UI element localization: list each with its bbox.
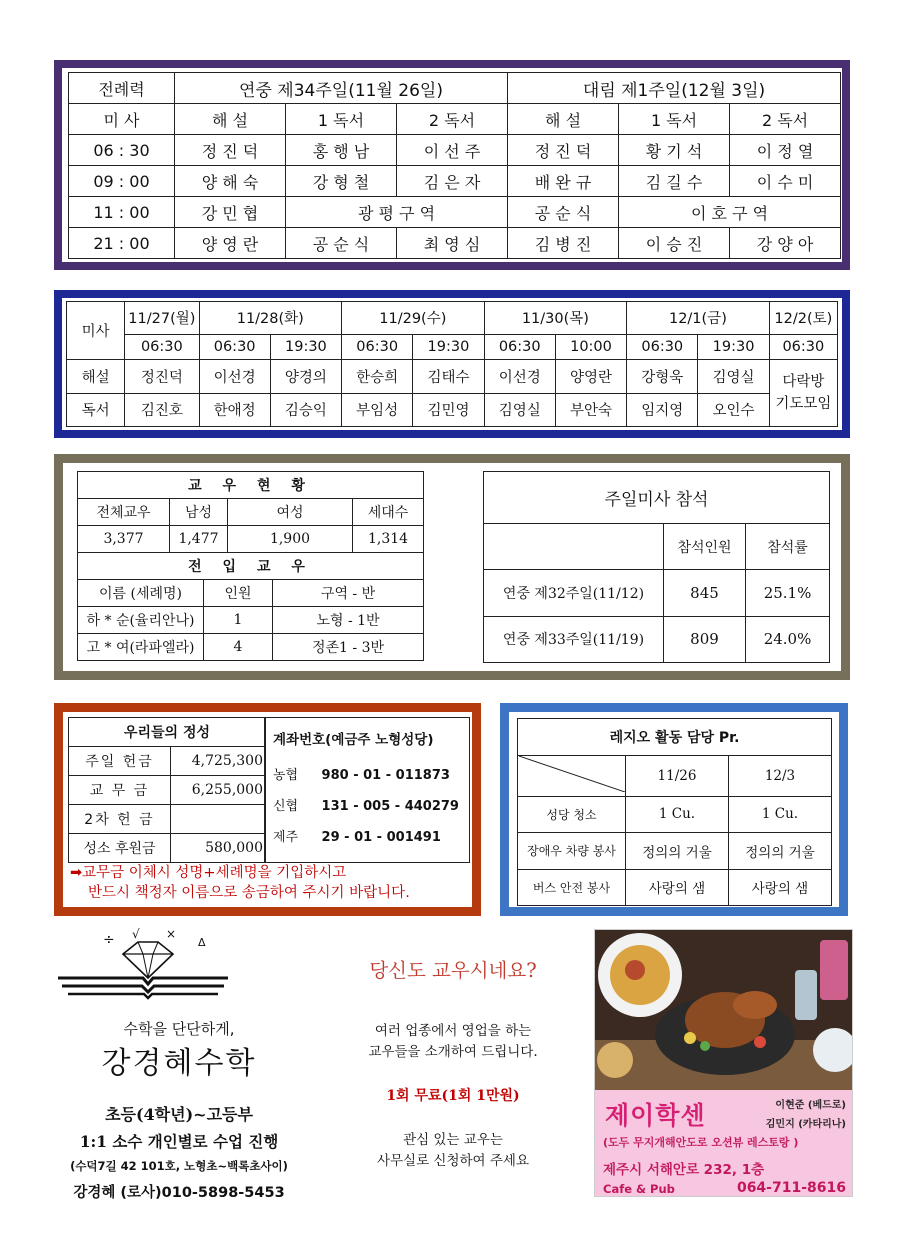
- stat-header: 전체교우: [78, 499, 170, 526]
- attendance-corner: [484, 524, 664, 570]
- transfer-count: 4: [204, 634, 273, 661]
- diamond-book-logo-icon: [48, 926, 238, 1004]
- account-number: 980 - 01 - 011873: [321, 768, 450, 783]
- restaurant-address: 제주시 서해안로 232, 1층: [603, 1162, 765, 1178]
- day-label: 11/29(수): [342, 302, 485, 335]
- math-address: (수덕7길 42 101호, 노형초~백록초사이): [70, 1159, 288, 1173]
- mass-time: 21 : 00: [69, 228, 175, 259]
- account-row: [273, 826, 461, 845]
- commentary-person: 한승희: [342, 360, 413, 393]
- owner-2: 김민지 (카타리나): [765, 1119, 846, 1130]
- transfer-zone: 정존1 - 3반: [273, 634, 424, 661]
- legio-corner: [518, 755, 626, 796]
- stat-value: 1,314: [353, 526, 424, 553]
- role-person: 김 은 자: [397, 166, 508, 197]
- role-person: 배 완 규: [508, 166, 619, 197]
- legio-assignee: 1 Cu.: [729, 796, 832, 833]
- offering-label: 성소 후원금: [69, 834, 171, 863]
- stat-header: 세대수: [353, 499, 424, 526]
- reading-person: 부안숙: [555, 393, 626, 427]
- promo-price: 1회 무료(1회 1만원): [386, 1088, 520, 1104]
- offering-label: 2차 헌 금: [69, 805, 171, 834]
- mass-time: 06:30: [342, 334, 413, 359]
- role-person: 양 영 란: [175, 228, 286, 259]
- role-person: 정 진 덕: [175, 135, 286, 166]
- mass-time: 09 : 00: [69, 166, 175, 197]
- restaurant-description: (도두 무지개해안도로 오션뷰 레스토랑 ): [603, 1136, 799, 1149]
- table-row: [69, 834, 266, 863]
- account-row: [273, 795, 461, 814]
- table-row: [67, 393, 838, 427]
- transfer-title: 전 입 교 우: [78, 553, 424, 580]
- legio-table: [517, 718, 832, 906]
- promo-intro: [322, 1021, 584, 1063]
- note-line1: ➡교무금 이체시 성명+세례명을 기입하시고: [70, 865, 347, 881]
- table-row: [69, 747, 266, 776]
- parish-stats-inner: [63, 463, 841, 671]
- mass-time: 19:30: [413, 334, 484, 359]
- role-commentary: 해 설: [175, 104, 286, 135]
- attendance-col: 참석인원: [664, 524, 746, 570]
- promo-headline: 당신도 교우시네요?: [369, 959, 537, 982]
- table-row: [69, 197, 841, 228]
- role-person: 공 순 식: [508, 197, 619, 228]
- offering-value: 580,000: [171, 834, 266, 863]
- role-person: 최 영 심: [397, 228, 508, 259]
- math-academy-ad: [40, 926, 320, 1206]
- commentary-person: 강형욱: [627, 360, 698, 393]
- mass-time: 19:30: [270, 334, 341, 359]
- table-row: [78, 607, 424, 634]
- role-reading1: 1 독서: [619, 104, 730, 135]
- sunday-liturgy-frame: [54, 60, 850, 270]
- svg-text:×: ×: [166, 927, 177, 941]
- table-row: [69, 166, 841, 197]
- restaurant-ad: [594, 929, 853, 1197]
- role-person: 이 수 미: [730, 166, 841, 197]
- stat-value: 1,900: [228, 526, 353, 553]
- account-bank: 제주: [273, 830, 299, 845]
- weekday-mass-frame: [54, 290, 850, 438]
- table-row: [518, 833, 832, 870]
- week1-title: 연중 제34주일(11월 26일): [175, 73, 508, 104]
- parish-stats-frame: [54, 454, 850, 680]
- account-row: [273, 764, 461, 783]
- legio-assignee: 사랑의 샘: [729, 869, 832, 906]
- table-row: [484, 616, 830, 663]
- transfer-header: 이름 (세례명): [78, 580, 204, 607]
- table-row: [518, 869, 832, 906]
- day-label: 12/1(금): [627, 302, 770, 335]
- account-box: [264, 717, 470, 863]
- note-line2: 반드시 책정자 이름으로 송금하여 주시기 바랍니다.: [88, 885, 410, 901]
- math-tagline: 수학을 단단하게,: [123, 1020, 235, 1038]
- offering-frame: [54, 703, 481, 916]
- legio-task: 장애우 차량 봉사: [518, 833, 626, 870]
- mass-label: 미 사: [69, 104, 175, 135]
- table-row: [67, 360, 838, 393]
- role-person: 강 형 철: [286, 166, 397, 197]
- reading-person: 김진호: [125, 393, 199, 427]
- owner-1: 이현준 (베드로): [775, 1100, 846, 1111]
- weekday-mass-label: 미사: [67, 302, 125, 360]
- table-row: [78, 634, 424, 661]
- commentary-person: 김태수: [413, 360, 484, 393]
- offering-title: 우리들의 정성: [69, 718, 266, 747]
- account-number: 131 - 005 - 440279: [321, 799, 459, 814]
- saturday-note-1: 다락방: [782, 374, 825, 391]
- owner-names: [766, 1096, 846, 1134]
- attendance-rate: 24.0%: [746, 616, 830, 663]
- offering-value: 4,725,300: [171, 747, 266, 776]
- legio-task: 버스 안전 봉사: [518, 869, 626, 906]
- svg-text:÷: ÷: [103, 932, 115, 948]
- mass-time: 06:30: [199, 334, 270, 359]
- reading-person: 김민영: [413, 393, 484, 427]
- mass-time: 10:00: [555, 334, 626, 359]
- attendance-count: 809: [664, 616, 746, 663]
- restaurant-kind: Cafe & Pub: [603, 1182, 675, 1196]
- stat-header: 여성: [228, 499, 353, 526]
- reading-person: 김영실: [484, 393, 555, 427]
- svg-text:Δ: Δ: [198, 936, 206, 949]
- promo-line2: 교우들을 소개하여 드립니다.: [368, 1044, 538, 1060]
- commentary-person: 이선경: [484, 360, 555, 393]
- transfer-header: 구역 - 반: [273, 580, 424, 607]
- mass-time: 06:30: [484, 334, 555, 359]
- week2-title: 대림 제1주일(12월 3일): [508, 73, 841, 104]
- math-grades: 초등(4학년)~고등부: [105, 1105, 253, 1124]
- restaurant-name: 제이학센: [605, 1101, 706, 1130]
- table-row: [484, 570, 830, 617]
- diagonal-line-icon: [519, 756, 625, 792]
- transfer-zone: 노형 - 1반: [273, 607, 424, 634]
- saturday-note: [769, 360, 837, 427]
- reading-label: 독서: [67, 393, 125, 427]
- role-person: 이 선 주: [397, 135, 508, 166]
- legio-frame: [500, 703, 848, 916]
- commentary-person: 김영실: [698, 360, 769, 393]
- role-person: 이 정 열: [730, 135, 841, 166]
- day-label: 12/2(토): [769, 302, 837, 335]
- math-name: 강경혜수학: [101, 1046, 257, 1081]
- legio-title: 레지오 활동 담당 Pr.: [518, 719, 832, 756]
- reading-person: 부임성: [342, 393, 413, 427]
- mass-time: 06:30: [769, 334, 837, 359]
- table-row: [69, 805, 266, 834]
- promo-line3: 관심 있는 교우는: [403, 1132, 503, 1148]
- role-zone: 이 호 구 역: [619, 197, 841, 228]
- role-person: 김 병 진: [508, 228, 619, 259]
- account-number: 29 - 01 - 001491: [321, 830, 441, 845]
- table-row: [69, 776, 266, 805]
- legio-date: 12/3: [729, 755, 832, 796]
- legio-task: 성당 청소: [518, 796, 626, 833]
- reading-person: 김승익: [270, 393, 341, 427]
- role-person: 황 기 석: [619, 135, 730, 166]
- offering-inner: [63, 712, 472, 907]
- offering-table: [68, 717, 266, 863]
- commentary-person: 양경의: [270, 360, 341, 393]
- day-label: 11/30(목): [484, 302, 627, 335]
- commentary-person: 이선경: [199, 360, 270, 393]
- role-person: 공 순 식: [286, 228, 397, 259]
- table-row: [69, 135, 841, 166]
- table-row: [518, 796, 832, 833]
- commentary-person: 양영란: [555, 360, 626, 393]
- commentary-label: 해설: [67, 360, 125, 393]
- mass-time: 11 : 00: [69, 197, 175, 228]
- promo-line4: 사무실로 신청하여 주세요: [376, 1153, 530, 1169]
- attendance-title: 주일미사 참석: [484, 472, 830, 524]
- role-commentary: 해 설: [508, 104, 619, 135]
- role-zone: 광 평 구 역: [286, 197, 508, 228]
- attendance-count: 845: [664, 570, 746, 617]
- transfer-count: 1: [204, 607, 273, 634]
- attendance-table: [483, 471, 830, 663]
- legio-date: 11/26: [626, 755, 729, 796]
- legio-assignee: 1 Cu.: [626, 796, 729, 833]
- offering-label: 주일 헌금: [69, 747, 171, 776]
- account-bank: 농협: [273, 768, 299, 783]
- transfer-name: 고 * 여(라파엘라): [78, 634, 204, 661]
- mass-time: 06 : 30: [69, 135, 175, 166]
- attendance-label: 연중 제32주일(11/12): [484, 570, 664, 617]
- day-label: 11/28(화): [199, 302, 342, 335]
- legio-assignee: 정의의 거울: [729, 833, 832, 870]
- role-reading2: 2 독서: [730, 104, 841, 135]
- stat-value: 3,377: [78, 526, 170, 553]
- attendance-label: 연중 제33주일(11/19): [484, 616, 664, 663]
- sunday-liturgy-inner: [62, 68, 842, 262]
- math-contact: 강경혜 (로사)010-5898-5453: [73, 1185, 285, 1201]
- role-person: 김 길 수: [619, 166, 730, 197]
- role-person: 강 양 아: [730, 228, 841, 259]
- account-title: 계좌번호(예금주 노형성당): [273, 732, 434, 748]
- mass-time: 06:30: [627, 334, 698, 359]
- table-row: [69, 228, 841, 259]
- transfer-name: 하 * 순(율리안나): [78, 607, 204, 634]
- role-person: 양 해 숙: [175, 166, 286, 197]
- reading-person: 오인수: [698, 393, 769, 427]
- account-bank: 신협: [273, 799, 299, 814]
- reading-person: 한애정: [199, 393, 270, 427]
- offering-value: [171, 805, 266, 834]
- legio-assignee: 사랑의 샘: [626, 869, 729, 906]
- role-person: 이 승 진: [619, 228, 730, 259]
- transfer-note: [70, 863, 410, 903]
- parishioner-table: [77, 471, 424, 661]
- attendance-rate: 25.1%: [746, 570, 830, 617]
- offering-value: 6,255,000: [171, 776, 266, 805]
- legio-inner: [509, 712, 839, 907]
- role-person: 정 진 덕: [508, 135, 619, 166]
- day-label: 11/27(월): [125, 302, 199, 335]
- weekday-mass-inner: [62, 298, 842, 430]
- legio-assignee: 정의의 거울: [626, 833, 729, 870]
- restaurant-phone: 064-711-8616: [736, 1180, 846, 1196]
- attendance-col: 참석률: [746, 524, 830, 570]
- role-person: 홍 행 남: [286, 135, 397, 166]
- commentary-person: 정진덕: [125, 360, 199, 393]
- svg-text:√: √: [132, 927, 140, 941]
- role-reading2: 2 독서: [397, 104, 508, 135]
- business-promo: [322, 955, 584, 1172]
- promo-line1: 여러 업종에서 영업을 하는: [374, 1023, 532, 1039]
- liturgy-calendar-label: 전례력: [69, 73, 175, 104]
- role-person: 강 민 협: [175, 197, 286, 228]
- stat-header: 남성: [170, 499, 228, 526]
- reading-person: 임지영: [627, 393, 698, 427]
- role-reading1: 1 독서: [286, 104, 397, 135]
- transfer-header: 인원: [204, 580, 273, 607]
- weekday-mass-table: [66, 301, 838, 427]
- offering-label: 교 무 금: [69, 776, 171, 805]
- mass-time: 19:30: [698, 334, 769, 359]
- mass-time: 06:30: [125, 334, 199, 359]
- stat-value: 1,477: [170, 526, 228, 553]
- math-format: 1:1 소수 개인별로 수업 진행: [79, 1132, 279, 1151]
- sunday-liturgy-table: [68, 72, 841, 259]
- promo-apply: [322, 1130, 584, 1172]
- saturday-note-2: 기도모임: [775, 396, 832, 413]
- food-photo-icon: [595, 930, 853, 1090]
- parishioner-title: 교 우 현 황: [78, 472, 424, 499]
